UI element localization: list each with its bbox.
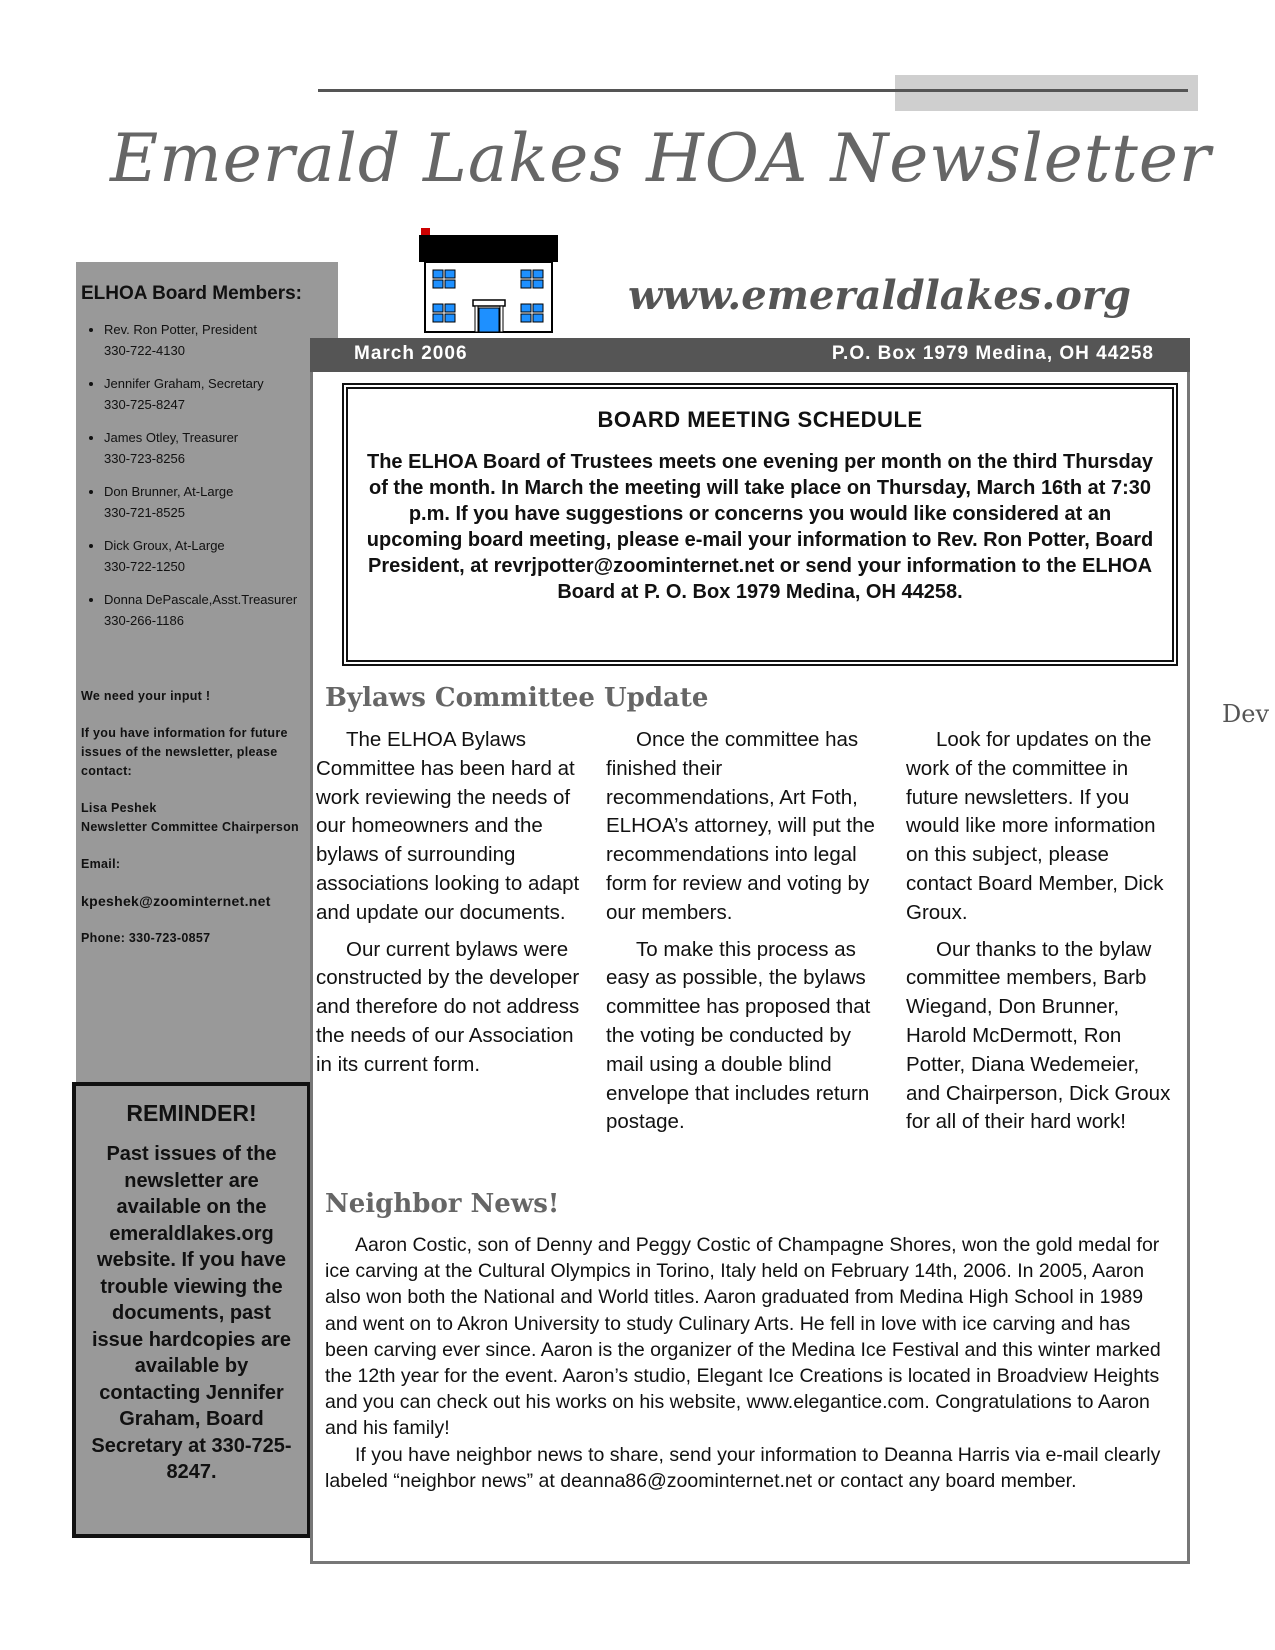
board-meeting-box <box>342 383 1178 666</box>
reminder-box <box>72 1082 311 1538</box>
member-phone: 330-722-4130 <box>104 343 185 358</box>
member-phone: 330-721-8525 <box>104 505 185 520</box>
member-name: • Don Brunner, At-Large <box>104 484 234 499</box>
neighbor-news-heading: Neighbor News! <box>325 1189 560 1219</box>
member-name: • Donna DePascale,Asst.Treasurer <box>104 592 298 607</box>
house-icon <box>417 228 560 334</box>
paragraph: Aaron Costic, son of Denny and Peggy Costic of Champagne Shores, won the gold medal for ice carving at the Cultural Olympics in Torino, Italy held on February 14th, 2006. In 2005, Aaron also won both the National and World titles. Aaron graduated from Medina High School in 1989 and went on to Akron University to study Culinary Arts. He fell in love with ice carving and has been carving ever since. Aaron is the organizer of the Medina Ice Festival and this winter marked the 12th year for the event. Aaron’s studio, Elegant Ice Creations is located in Broadview Heights and you can check out his works on his website, www.elegantice.com. Congratulations to Aaron and his family! <box>325 1234 1161 1440</box>
meeting-text: The ELHOA Board of Trustees meets one evening per month on the third Thursday of the month. In March the meeting will take place on Thursday, March 16th at 7:30 p.m. If you have suggestions or concerns you would like considered at an upcoming board meeting, please e-mail your information to Rev. Ron Potter, Board President, at revrjpotter@zoominternet.net or send your information to the ELHOA Board at P. O. Box 1979 Medina, OH 44258. <box>366 451 1154 603</box>
email-label: Email: <box>81 857 121 871</box>
paragraph: The ELHOA Bylaws Committee has been hard at work reviewing the needs of our homeowners and the bylaws of surrounding associations looking to adapt and update our documents. <box>316 728 580 924</box>
contact-role: Newsletter Committee Chairperson <box>81 820 299 834</box>
paragraph: Look for updates on the work of the committee in future newsletters. If you would like more information on this subject, please contact Board Member, Dick Groux. <box>906 728 1164 924</box>
board-members-sidebar <box>76 262 338 1090</box>
reminder-body: Past issues of the newsletter are available on the emeraldlakes.org website. If you have trouble viewing the documents, past issue hardcopies are available by contacting Jennifer Graham, Board Secretary at 330-725-8247. <box>91 1143 292 1483</box>
member-name: • Rev. Ron Potter, President <box>104 322 257 337</box>
member-phone: 330-722-1250 <box>104 559 185 574</box>
neighbor-news-body <box>325 1232 1171 1494</box>
board-member <box>104 319 332 361</box>
member-phone: 330-266-1186 <box>104 613 184 628</box>
input-heading: We need your input ! <box>81 689 211 703</box>
reminder-title: REMINDER! <box>126 1100 257 1126</box>
newsletter-title: Emerald Lakes HOA Newsletter <box>110 120 1212 197</box>
contact-phone: Phone: 330-723-0857 <box>81 931 211 945</box>
member-phone: 330-725-8247 <box>104 397 185 412</box>
board-member-list <box>81 319 332 631</box>
input-text: If you have information for future issues of the newsletter, please contact: <box>81 726 288 778</box>
member-name: • Dick Groux, At-Large <box>104 538 225 553</box>
issue-date: March 2006 <box>354 343 468 364</box>
board-member <box>104 535 332 577</box>
bylaws-column-3 <box>906 726 1176 1137</box>
paragraph: Our current bylaws were constructed by the developer and therefore do not address the needs of our Association in its current form. <box>316 937 580 1076</box>
contact-email[interactable]: kpeshek@zoominternet.net <box>81 893 271 909</box>
member-name: • Jennifer Graham, Secretary <box>104 376 264 391</box>
bylaws-heading: Bylaws Committee Update <box>325 683 709 713</box>
paragraph: Our thanks to the bylaw committee members, Barb Wiegand, Don Brunner, Harold McDermott, Ron Potter, Diana Wedemeier, and Chairperson, Dick Groux for all of their hard work! <box>906 937 1171 1134</box>
meeting-title: BOARD MEETING SCHEDULE <box>597 407 923 432</box>
header-shade-bar <box>895 75 1198 111</box>
cut-off-heading: Dev <box>1222 700 1270 728</box>
board-member <box>104 481 332 523</box>
board-members-heading: ELHOA Board Members: <box>81 283 302 304</box>
paragraph: To make this process as easy as possible, the bylaws committee has proposed that the voting be conducted by mail using a double blind envelope that includes return postage. <box>606 937 871 1134</box>
website-url: www.emeraldlakes.org <box>628 272 1132 319</box>
bylaws-column-2 <box>606 726 890 1137</box>
paragraph: Once the committee has finished their recommendations, Art Foth, ELHOA’s attorney, will put the recommendations into legal form for review and voting by our members. <box>606 728 875 924</box>
date-bar <box>310 338 1190 372</box>
member-phone: 330-723-8256 <box>104 451 185 466</box>
header-rule <box>318 89 1188 92</box>
board-member <box>104 373 332 415</box>
mailing-address: P.O. Box 1979 Medina, OH 44258 <box>831 343 1154 364</box>
board-member <box>104 427 332 469</box>
board-member <box>104 589 332 631</box>
bylaws-column-1 <box>316 726 586 1080</box>
member-name: • James Otley, Treasurer <box>104 430 239 445</box>
paragraph: If you have neighbor news to share, send your information to Deanna Harris via e-mail clearly labeled “neighbor news” at deanna86@zoominternet.net or contact any board member. <box>325 1443 1161 1492</box>
contact-name: Lisa Peshek <box>81 801 157 815</box>
